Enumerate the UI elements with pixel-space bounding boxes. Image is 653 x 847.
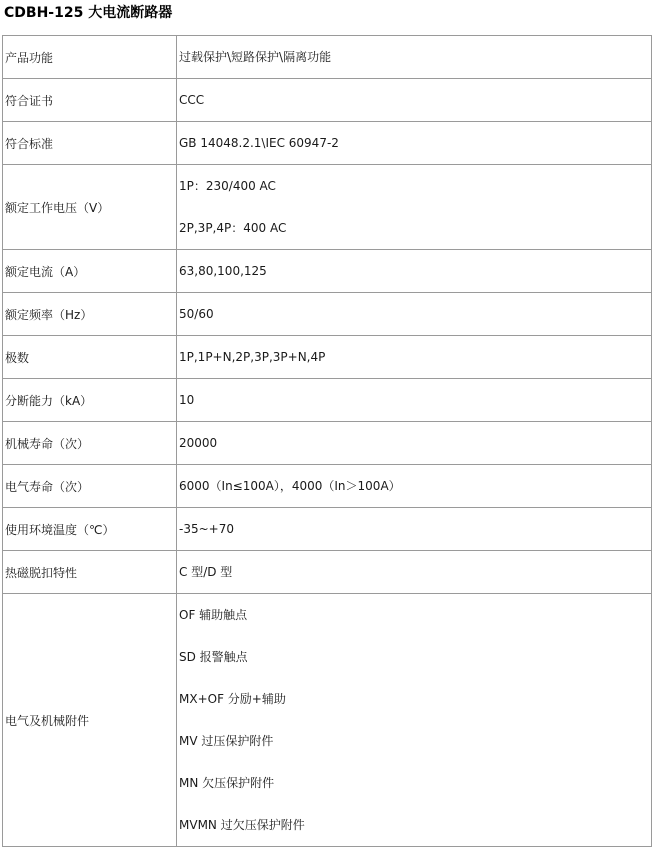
- row-value: [177, 122, 652, 165]
- value-line: 6000（In≤100A），4000（In＞100A）: [179, 479, 401, 493]
- value-line: MVMN 过欠压保护附件: [179, 818, 305, 832]
- value-line: 50/60: [179, 307, 214, 321]
- document-title: CDBH-125 大电流断路器: [4, 5, 173, 21]
- value-line: MV 过压保护附件: [179, 734, 274, 748]
- table-row: [3, 36, 652, 79]
- table-row: [3, 293, 652, 336]
- value-line: OF 辅助触点: [179, 608, 248, 622]
- value-line: 63,80,100,125: [179, 264, 267, 278]
- value-line: GB 14048.2.1\IEC 60947-2: [179, 136, 339, 150]
- row-value: [177, 250, 652, 293]
- row-value: [177, 551, 652, 594]
- value-line: 10: [179, 393, 195, 407]
- value-line: 20000: [179, 436, 218, 450]
- value-line: 1P：230/400 AC: [179, 179, 276, 193]
- row-label: 热磁脱扣特性: [3, 551, 177, 594]
- row-value: [177, 36, 652, 79]
- spec-table: [2, 35, 652, 847]
- table-row: [3, 122, 652, 165]
- row-label: 符合标准: [3, 122, 177, 165]
- row-label: 额定频率（Hz）: [3, 293, 177, 336]
- row-label: 电气寿命（次）: [3, 465, 177, 508]
- row-value: [177, 508, 652, 551]
- value-line: 过载保护\短路保护\隔离功能: [179, 50, 332, 64]
- row-label: 极数: [3, 336, 177, 379]
- value-line: MN 欠压保护附件: [179, 776, 275, 790]
- value-line: MX+OF 分励+辅助: [179, 692, 286, 706]
- table-row: [3, 508, 652, 551]
- value-line: -35~+70: [179, 522, 234, 536]
- value-line: SD 报警触点: [179, 650, 248, 664]
- row-label: 电气及机械附件: [3, 594, 177, 847]
- table-row: [3, 379, 652, 422]
- row-label: 符合证书: [3, 79, 177, 122]
- row-label: 机械寿命（次）: [3, 422, 177, 465]
- table-row: [3, 165, 652, 250]
- row-value: [177, 465, 652, 508]
- table-row: [3, 551, 652, 594]
- row-label: 额定电流（A）: [3, 250, 177, 293]
- table-row: [3, 336, 652, 379]
- row-label: 产品功能: [3, 36, 177, 79]
- row-value: [177, 379, 652, 422]
- table-row: [3, 422, 652, 465]
- row-value: [177, 594, 652, 847]
- value-line: C 型/D 型: [179, 565, 233, 579]
- table-row: [3, 465, 652, 508]
- row-value: [177, 293, 652, 336]
- row-label: 分断能力（kA）: [3, 379, 177, 422]
- table-row: [3, 79, 652, 122]
- row-label: 使用环境温度（℃）: [3, 508, 177, 551]
- row-value: [177, 165, 652, 250]
- value-line: 2P,3P,4P：400 AC: [179, 221, 287, 235]
- table-row: [3, 594, 652, 847]
- value-line: 1P,1P+N,2P,3P,3P+N,4P: [179, 350, 326, 364]
- row-value: [177, 422, 652, 465]
- row-value: [177, 336, 652, 379]
- row-value: [177, 79, 652, 122]
- row-label: 额定工作电压（V）: [3, 165, 177, 250]
- value-line: CCC: [179, 93, 205, 107]
- table-row: [3, 250, 652, 293]
